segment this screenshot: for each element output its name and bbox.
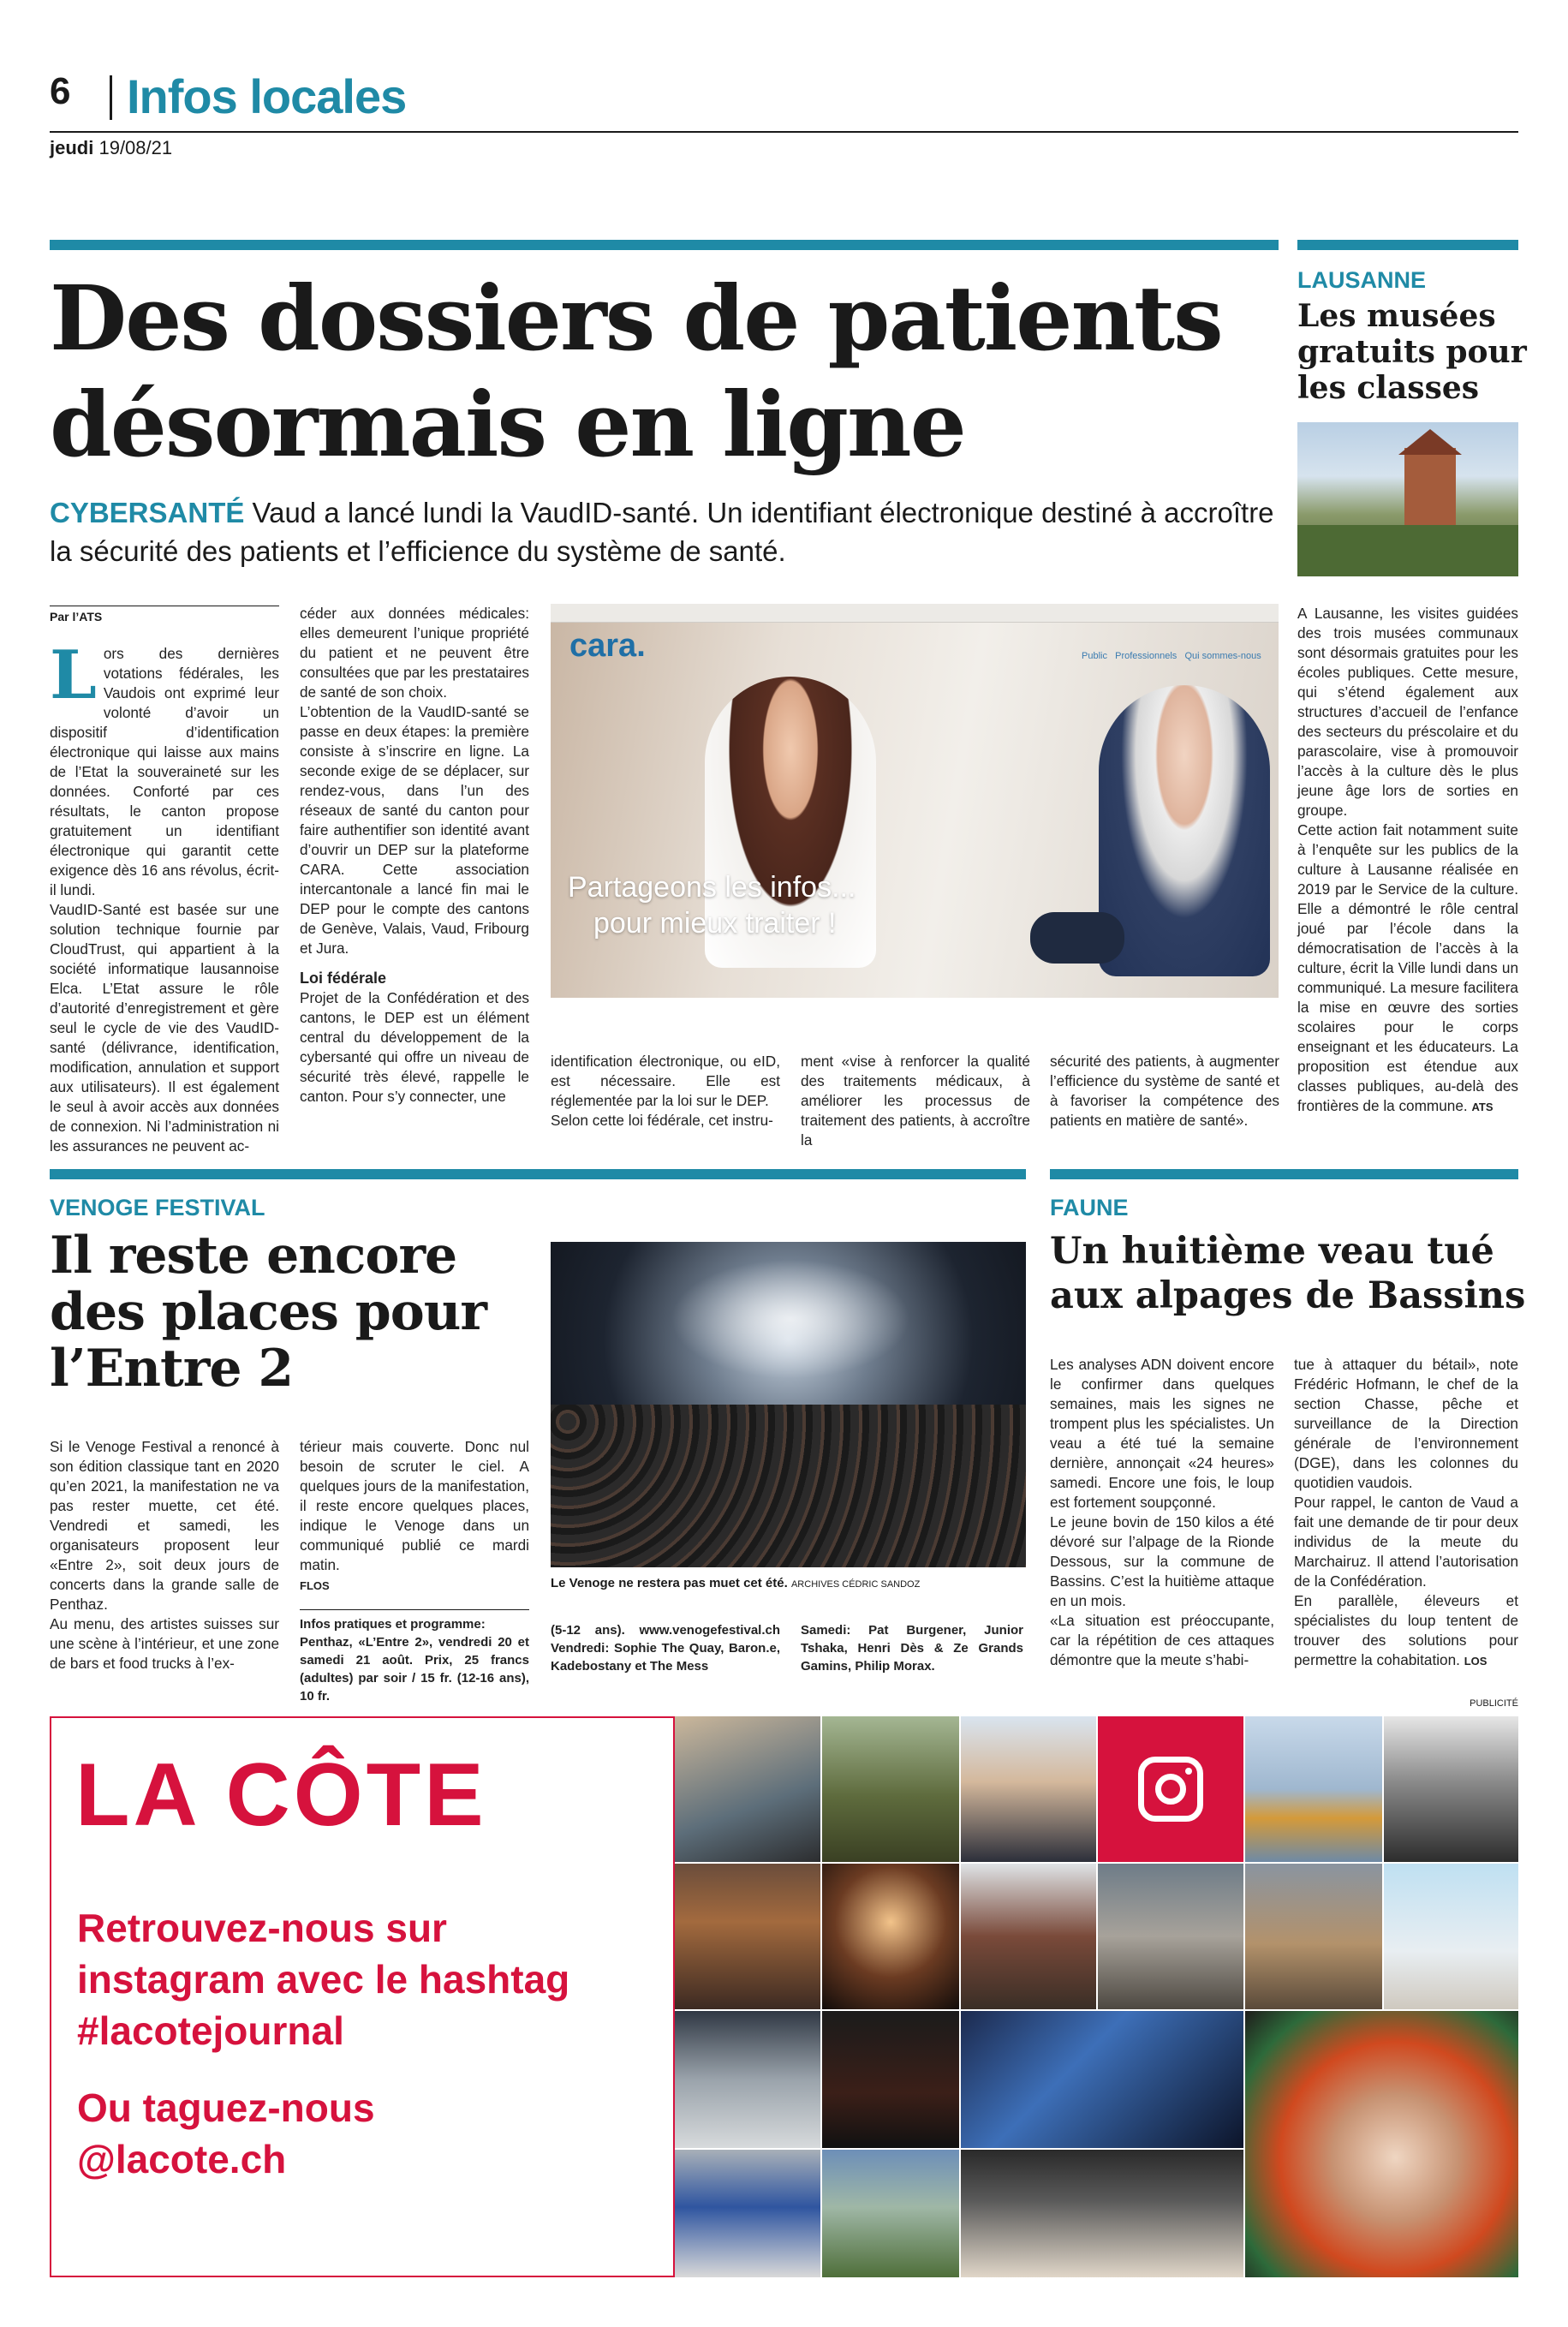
venoge-info-rule	[300, 1609, 529, 1610]
venoge-headline-line3: l’Entre 2	[50, 1339, 294, 1399]
main-column-3	[551, 1052, 780, 1131]
faune-col2-p3: En parallèle, éleveurs et spécialistes du loup tentent de trouver des solutions pour permettre la cohabitation.	[1294, 1592, 1518, 1668]
header-date	[50, 137, 172, 159]
sidebar-bar	[1297, 240, 1518, 250]
main-headline-line1: Des dossiers de patients	[50, 266, 1222, 371]
main-lead-text: Vaud a lancé lundi la VaudID-santé. Un identifiant électronique destiné à accroître la sécurité des patients et l’efficience du système de santé.	[50, 497, 1274, 567]
faune-column-1	[1050, 1355, 1274, 1670]
concert-caption	[551, 1576, 1026, 1590]
ad-tile-5	[1245, 1716, 1382, 1862]
browser-bar	[551, 604, 1279, 623]
main-col1-p2: VaudID-Santé est basée sur une solution technique fournie par CloudTrust, qui appartient à la société informatique lausannoise Elca. L’Etat assure le rôle d’autorité d’enregistrement et gère seul le cycle de vie des VaudID-santé (délivrance, identification, modification, annulation et support aux utilisateurs). Il est également le seul à avoir accès aux données de connexion. Ni l’administration ni les assurances ne peuvent ac-	[50, 901, 279, 1155]
venoge-info-title: Infos pratiques et programme:	[300, 1617, 486, 1632]
ad-lines	[77, 1902, 569, 2185]
castle-roof	[1398, 429, 1462, 455]
faune-kicker: FAUNE	[1050, 1195, 1129, 1220]
venoge-headline-line1: Il reste encore	[50, 1226, 457, 1286]
sidebar-headline-line3: les classes	[1297, 370, 1480, 406]
sidebar-p2: Cette action fait notamment suite à l’enquête sur les publics de la culture à Lausanne réalisée en 2019 par le Service de la culture. Elle a démontré le rôle central joué par l’école dans la démocratisation de l’accès à la culture, écrit la Ville lundi dans un communiqué. La mesure facilitera la mise en œuvre des sorties scolaires pour le corps enseignant et les éducateurs. La proposition est étendue aux classes publiques, au-delà des frontières de la commune.	[1297, 821, 1518, 1114]
main-photo	[551, 604, 1279, 998]
drop-cap: L	[50, 636, 97, 714]
main-article-bar	[50, 240, 1279, 250]
sidebar-headline-line1: Les musées	[1297, 298, 1496, 334]
page-number: 6	[50, 70, 71, 112]
faune-col1-p3: «La situation est préoccupante, car la répétition de ces attaques démontre que la meute s’habi-	[1050, 1612, 1274, 1668]
main-col2-p2: L’obtention de la VaudID-santé se passe en deux étapes: la première consiste à s’inscrire en ligne. La seconde exige de se déplacer, sur rendez-vous, dans l’un des réseaux de santé du canton pour faire authentifier son identité avant d’ouvrir un DEP sur la plateforme CARA. Cette association intercantonale a lancé fin mai le DEP pour le compte des cantons de Genève, Valais, Vaud, Fribourg et Jura.	[300, 703, 529, 957]
ad-hashtag: #lacotejournal	[77, 2008, 344, 2053]
cara-nav: Public Professionnels Qui sommes-nous	[1082, 651, 1261, 661]
venoge-column-1	[50, 1437, 279, 1674]
faune-signature: LOS	[1464, 1655, 1488, 1668]
venoge-column-2	[300, 1437, 529, 1705]
ad-tile-6	[1384, 1716, 1518, 1862]
ad-label: PUBLICITÉ	[1470, 1698, 1518, 1709]
main-column-2	[300, 604, 529, 1107]
main-col5-p1: sécurité des patients, à augmenter l’efficience du système de santé et à favoriser la compétence des patients en matière de santé».	[1050, 1053, 1279, 1129]
ad-tile-16	[1245, 2011, 1518, 2277]
sidebar-headline-line2: gratuits pour	[1297, 334, 1527, 370]
faune-col2-p1: tue à attaquer du bétail», note Frédéric Hofmann, le chef de la section Chasse, pêche et surveillance de la Direction générale de l’environnement (DGE), dans les colonnes du quotidien vaudois.	[1294, 1356, 1518, 1491]
cara-logo: cara.	[569, 628, 646, 664]
header-rule	[50, 131, 1518, 133]
venoge-info-text: Penthaz, «L’Entre 2», vendredi 20 et samedi 21 août. Prix, 25 francs (adultes) par soir / 15 fr. (12-16 ans), 10 fr.	[300, 1635, 529, 1703]
main-headline-line2: désormais en ligne	[50, 372, 965, 477]
concert-photo	[551, 1242, 1026, 1567]
venoge-info-text2: (5-12 ans). www.venogefestival.ch Vendredi: Sophie The Quay, Baron.e, Kadebostany et The Mess	[551, 1623, 780, 1674]
header-day: jeudi	[50, 137, 94, 158]
main-col2-p1: céder aux données médicales: elles demeurent l’unique propriété du patient et ne peuvent être consultées que par les prestataires de santé de son choix.	[300, 605, 529, 701]
ad-line2: instagram avec le hashtag	[77, 1957, 570, 2002]
faune-headline-line1: Un huitième veau tué	[1050, 1230, 1494, 1273]
main-subhead: Loi fédérale	[300, 970, 387, 987]
main-col3-p2: Selon cette loi fédérale, cet instru-	[551, 1112, 773, 1129]
sidebar-signature: ATS	[1471, 1101, 1493, 1113]
sidebar-p1: A Lausanne, les visites guidées des trois musées communaux sont désormais gratuites pour les écoles publiques. Cette mesure, qui s’étend également aux structures d’accueil de l’enfance des secteurs du préscolaire et du parascolaire, vise à promouvoir l’accès à la culture dès le plus jeune âge lors de sorties en groupe.	[1297, 605, 1518, 819]
ad-text-panel	[50, 1716, 675, 2277]
venoge-info-col-4	[801, 1621, 1023, 1675]
garden	[1297, 525, 1518, 576]
ad-tile-2	[822, 1716, 959, 1862]
sidebar-body	[1297, 604, 1518, 1117]
faune-headline-line2: aux alpages de Bassins	[1050, 1274, 1526, 1317]
caption-text: Le Venoge ne restera pas muet cet été.	[551, 1576, 788, 1590]
ad-line1: Retrouvez-nous sur	[77, 1906, 447, 1950]
sidebar-photo	[1297, 422, 1518, 576]
sidebar-p2-wrap	[1297, 820, 1518, 1117]
ad-tile-11	[1245, 1864, 1382, 2009]
faune-col1-p1: Les analyses ADN doivent encore le confirmer dans quelques semaines, mais les signes ne trompent plus les spécialistes. Un veau a été tué la semaine dernière, annonçait «24 heures» samedi. Encore une fois, le loup est fortement soupçonné.	[1050, 1356, 1274, 1511]
venoge-bar	[50, 1169, 1026, 1179]
header-date-value: 19/08/21	[98, 137, 173, 158]
ad-tile-10	[1098, 1864, 1243, 2009]
faune-column-2	[1294, 1355, 1518, 1671]
faune-col1-p2: Le jeune bovin de 150 kilos a été dévoré sur l’alpage de la Rionde Dessous, sur la commune de Bassins. C’est la huitième attaque en un mois.	[1050, 1513, 1274, 1609]
elderly-woman-figure	[1099, 685, 1270, 976]
section-title: Infos locales	[127, 69, 407, 123]
faune-bar	[1050, 1169, 1518, 1179]
header-divider	[110, 75, 112, 120]
faune-col2-p3-wrap	[1294, 1591, 1518, 1671]
ad-tile-19	[961, 2150, 1243, 2277]
sidebar-kicker: LAUSANNE	[1297, 267, 1427, 293]
ad-tile-18	[822, 2150, 959, 2277]
ad-brand: LA CÔTE	[75, 1745, 487, 1845]
ad-tile-1	[675, 1716, 820, 1862]
venoge-headline-line2: des places pour	[50, 1282, 486, 1342]
main-col1-p1: ors des dernières votations fédérales, les Vaudois ont exprimé leur volonté d’avoir un dispositif d’identification électronique qui laisse aux mains de l’Etat la souveraineté sur les données. Conforté par ces résultats, le canton propose gratuitement un identifiant électronique qui garantit cette exigence dès 16 ans révolus, écrit-il lundi.	[50, 645, 279, 898]
venoge-signature: FLOS	[300, 1579, 330, 1592]
venoge-headline	[50, 1227, 486, 1397]
ad-tile-17	[675, 2150, 820, 2277]
main-headline	[50, 266, 1222, 478]
ad-handle: @lacote.ch	[77, 2137, 287, 2181]
ad-tile-9	[961, 1864, 1096, 2009]
faune-col2-p2: Pour rappel, le canton de Vaud a fait une demande de tir pour deux individus de la meute du Marchairuz. Il attend l’autorisation de la Confédération.	[1294, 1494, 1518, 1590]
main-col2-p3: Projet de la Confédération et des cantons, le DEP est un élément central du développement de la cybersanté qui offre un niveau de sécurité très élevé, rappelle le canton. Pour s’y connecter, une	[300, 989, 529, 1105]
instagram-icon	[1138, 1757, 1203, 1822]
overlay-line2: pour mieux traiter !	[593, 907, 837, 940]
main-column-5	[1050, 1052, 1279, 1131]
venoge-info-text3: Samedi: Pat Burgener, Junior Tshaka, Henri Dès & Ze Grands Gamins, Philip Morax.	[801, 1623, 1023, 1674]
ad-tile-12	[1384, 1864, 1518, 2009]
stage-light	[671, 1259, 910, 1379]
main-column-4	[801, 1052, 1030, 1150]
ad-tile-13	[675, 2011, 820, 2148]
venoge-info-col-3	[551, 1621, 780, 1675]
ad-tile-7	[675, 1864, 820, 2009]
main-col4-p1: ment «vise à renforcer la qualité des traitements médicaux, à améliorer les processus de traitement des patients, à accroître la	[801, 1053, 1030, 1149]
instagram-lens	[1155, 1774, 1186, 1805]
crowd	[551, 1405, 1026, 1567]
ad-line3: Ou taguez-nous	[77, 2085, 375, 2130]
main-column-1	[50, 636, 279, 1156]
ad-instagram-tile	[1098, 1716, 1243, 1862]
byline: Par l’ATS	[50, 610, 103, 624]
overlay-line1: Partageons les infos...	[568, 871, 856, 904]
main-lead	[50, 493, 1283, 570]
venoge-col2: térieur mais couverte. Donc nul besoin de scruter le ciel. A quelques jours de la manifestation, il reste encore quelques places, indique le Venoge dans un communiqué publié ce mardi matin.	[300, 1438, 529, 1573]
blood-pressure-cuff	[1030, 912, 1124, 964]
venoge-col1: Si le Venoge Festival a renoncé à son édition classique tant en 2020 qu’en 2021, la manifestation ne va pas rester muette, cet été. Vendredi et samedi, les organisateurs proposent leur «Entre 2», soit deux jours de concerts dans la grande salle de Penthaz.	[50, 1438, 279, 1613]
instagram-dot	[1185, 1768, 1192, 1775]
venoge-col1-b: Au menu, des artistes suisses sur une scène à l’intérieur, et une zone de bars et food trucks à l’ex-	[50, 1615, 279, 1672]
venoge-col2-wrap	[300, 1437, 529, 1596]
ad-tile-15	[961, 2011, 1243, 2148]
ad-tile-14	[822, 2011, 959, 2148]
ad-tile-8	[822, 1864, 959, 2009]
faune-headline	[1050, 1229, 1525, 1318]
photo-overlay-text	[568, 869, 856, 941]
main-kicker: CYBERSANTÉ	[50, 497, 245, 528]
sidebar-headline	[1297, 298, 1527, 406]
caption-credit: ARCHIVES CÉDRIC SANDOZ	[790, 1579, 921, 1590]
venoge-kicker: VENOGE FESTIVAL	[50, 1195, 265, 1220]
main-col3-p1: identification électronique, ou eID, est nécessaire. Elle est réglementée par la loi sur le DEP.	[551, 1053, 780, 1109]
ad-tile-3	[961, 1716, 1096, 1862]
